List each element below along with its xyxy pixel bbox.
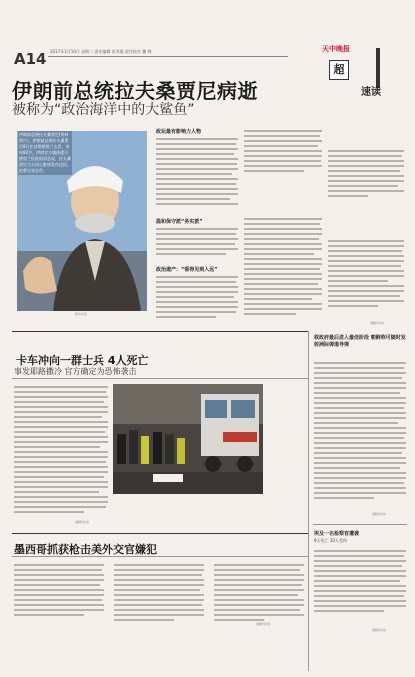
right-story-b-body [314,548,406,628]
story3-top-rule [12,533,308,534]
text-block [328,128,404,318]
story3-body [14,562,304,630]
section-divider [12,331,308,332]
lead-body-col1 [156,136,238,212]
lead-body-col2 [244,128,322,324]
right-story-a-title: 叙政府最后进入最佳阶段 朝鲜称可随时发射洲际弹道导弹 [314,335,406,348]
paper-logo: 天中晚报 [322,44,350,53]
lead-body-col1c [156,274,238,324]
story3-source-tag: (据新华社) [256,622,271,626]
right-story-a-tag: (据新华社) [372,512,387,516]
text-block [156,226,238,262]
text-block [156,274,238,324]
text-block [314,548,406,628]
lead-headline: 伊朗前总统拉夫桑贾尼病逝 [12,79,258,103]
right-story-b-title: 埃及一名检察官遭袭 [314,531,360,537]
story2-headline: 卡车冲向一群士兵 4人死亡 [16,354,149,367]
lead-section-3-title: 政治遗产：“看得见到入远” [156,267,218,273]
right-story-a-body [314,360,406,510]
column-divider [308,331,309,671]
lead-body-col1b [156,226,238,262]
lead-section-1-title: 政坛最有影响力人物 [156,129,202,135]
lead-subheadline: 被称为“政治海洋中的大鲨鱼” [12,102,195,118]
text-block [14,562,304,630]
text-block [314,360,406,510]
right-story-b-tag: (据新华社) [372,628,387,632]
text-block [156,136,238,212]
right-story-b-sub: 9人死亡 10人受伤 [314,538,347,543]
text-block [244,128,322,324]
stamp-chao: 超 [329,60,349,80]
stamp-suread: 速读 [361,87,381,98]
header-rule [48,56,288,57]
story3-headline: 墨西哥抓获枪击美外交官嫌犯 [14,543,157,556]
header-dateline: 2017年1月10日 星期二 责任编辑 张凤霞 责任校对 魏 锦 [50,49,152,54]
stamp-bar [376,48,380,88]
story2-source-tag: (据新华社) [75,520,90,524]
lead-source-tag: (据新华社) [370,321,385,325]
page-number: A14 [14,50,47,68]
lead-section-2-title: 温和保守派“务实派” [156,219,203,225]
lead-body-col3 [328,128,404,318]
street-scene [113,384,263,494]
lead-photo-caption: 伊朗前总统拉夫桑贾尼(资料照片)。伊朗前总统拉夫桑贾尼8日在首都德黑兰去世，享年82岁。伊朗官方媒体援引德黑兰医院的消息说，拉夫桑贾尼当天因心脏病发作送医，抢救无效去世。 [19,132,71,173]
story2-subheadline: 事发耶路撒冷 官方确定为恐怖袭击 [14,367,137,376]
lead-photo-credit: 新华社发 [75,312,88,316]
right-divider [313,524,407,525]
story3-rule [12,556,308,557]
story2-body [14,384,108,524]
jerusalem-attack-photo [113,384,263,494]
story2-rule [12,378,308,379]
text-block [14,384,108,524]
